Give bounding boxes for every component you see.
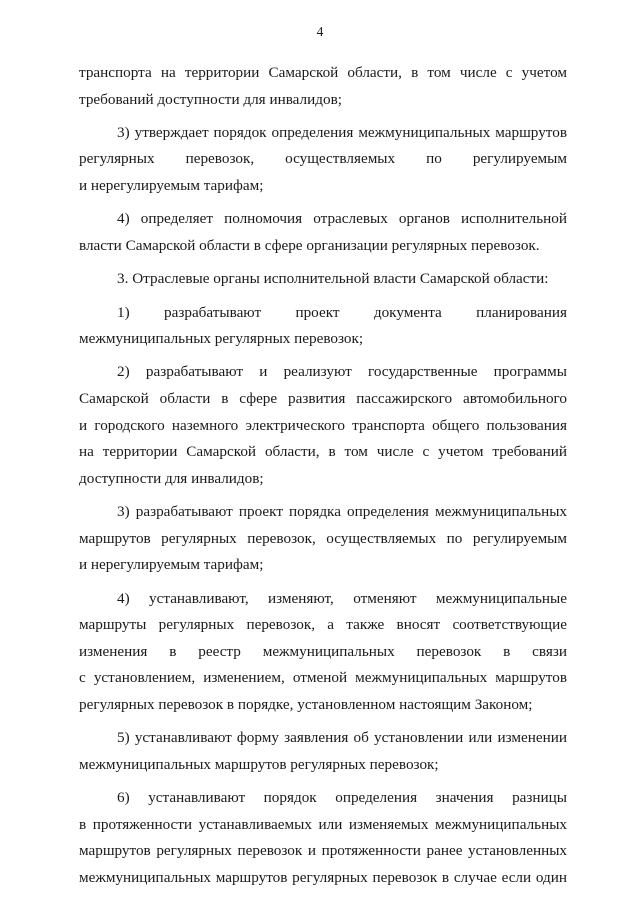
text-line: 2) разрабатывают и реализуют государственные программы bbox=[117, 363, 567, 381]
text-line: маршрутов регулярных перевозок и протяженности ранее установленных bbox=[79, 842, 567, 860]
text-line: регулярных перевозок, осуществляемых по регулируемым bbox=[79, 150, 567, 168]
text-line: и нерегулируемым тарифам; bbox=[79, 177, 264, 195]
text-line: и городского наземного электрического транспорта общего пользования bbox=[79, 416, 567, 434]
paragraph bbox=[79, 206, 567, 259]
paragraph bbox=[79, 586, 567, 719]
paragraph bbox=[79, 785, 567, 891]
text-line: и нерегулируемым тарифам; bbox=[79, 556, 264, 574]
text-line: маршрутов регулярных перевозок, осуществляемых по регулируемым bbox=[79, 529, 567, 547]
document-body bbox=[79, 60, 567, 898]
text-line: изменения в реестр межмуниципальных перевозок в связи bbox=[79, 642, 567, 660]
text-line: 6) устанавливают порядок определения значения разницы bbox=[117, 789, 567, 807]
text-line: 5) устанавливают форму заявления об установлении или изменении bbox=[117, 729, 567, 747]
text-line: Самарской области в сфере развития пассажирского автомобильного bbox=[79, 389, 567, 407]
paragraph bbox=[79, 266, 567, 293]
text-line: регулярных перевозок в порядке, установленном настоящим Законом; bbox=[79, 695, 533, 713]
text-line: с установлением, изменением, отменой межмуниципальных маршрутов bbox=[79, 669, 567, 687]
paragraph bbox=[79, 359, 567, 492]
paragraph bbox=[79, 725, 567, 778]
paragraph bbox=[79, 499, 567, 579]
text-line: межмуниципальных маршрутов регулярных перевозок; bbox=[79, 755, 439, 773]
paragraph bbox=[79, 60, 567, 113]
text-line: транспорта на территории Самарской области, в том числе с учетом bbox=[79, 64, 567, 81]
page-number: 4 bbox=[316, 24, 324, 39]
text-line: власти Самарской области в сфере организации регулярных перевозок. bbox=[79, 236, 540, 254]
text-line: 4) определяет полномочия отраслевых органов исполнительной bbox=[117, 210, 567, 228]
text-line: 1) разрабатывают проект документа планирования bbox=[117, 303, 567, 321]
text-line: в протяженности устанавливаемых или изменяемых межмуниципальных bbox=[79, 815, 567, 833]
text-line: доступности для инвалидов; bbox=[79, 469, 264, 487]
paragraph bbox=[79, 300, 567, 353]
text-line: 3) утверждает порядок определения межмуниципальных маршрутов bbox=[117, 123, 567, 141]
text-line: межмуниципальных регулярных перевозок; bbox=[79, 330, 364, 348]
text-line: 3. Отраслевые органы исполнительной власти Самарской области: bbox=[117, 270, 549, 288]
text-line: на территории Самарской области, в том числе с учетом требований bbox=[79, 443, 567, 461]
text-line: межмуниципальных маршрутов регулярных перевозок в случае если один bbox=[79, 868, 567, 886]
text-line: маршруты регулярных перевозок, а также вносят соответствующие bbox=[79, 616, 567, 634]
text-line: 4) устанавливают, изменяют, отменяют межмуниципальные bbox=[117, 589, 567, 607]
paragraph bbox=[79, 120, 567, 200]
text-line: 3) разрабатывают проект порядка определения межмуниципальных bbox=[117, 503, 567, 521]
text-line: требований доступности для инвалидов; bbox=[79, 90, 342, 108]
